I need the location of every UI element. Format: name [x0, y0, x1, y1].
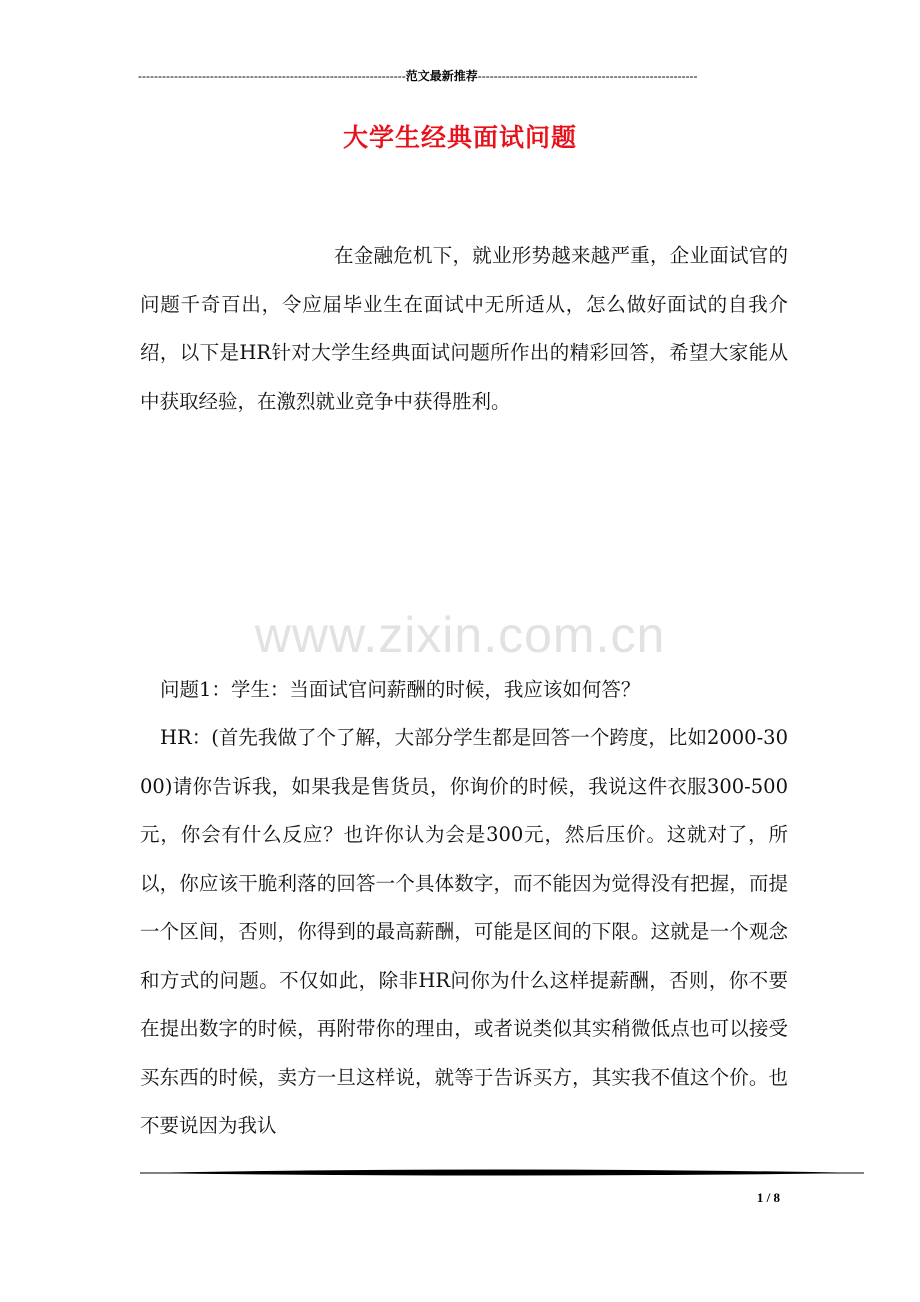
footer-rule: [140, 1166, 864, 1180]
intro-paragraph: 在金融危机下，就业形势越来越严重，企业面试官的问题千奇百出，令应届毕业生在面试中无所适从，怎么做好面试的自我介绍，以下是HR针对大学生经典面试问题所作出的精彩回答，希望大家能从中获取经验，在激烈就业竞争中获得胜利。: [140, 244, 788, 413]
page-number: 1 / 8: [756, 1190, 780, 1205]
question-1: 问题1：学生：当面试官问薪酬的时候，我应该如何答？: [160, 678, 641, 701]
page-header: [138, 66, 768, 86]
header-label: 范文最新推荐: [405, 69, 478, 83]
watermark: www.zixin.com.cn: [254, 607, 666, 663]
header-dashes-right: -------------------------------------------------------: [477, 69, 698, 83]
answer-1: HR：(首先我做了个了解，大部分学生都是回答一个跨度，比如2000-3000)请你告诉我，如果我是售货员，你询价的时候，我说这件衣服300-500元，你会有什么反应？也许你认为会是300元，然后压价。这就对了，所以，你应该干脆利落的回答一个具体数字，而不能因为觉得没有把握，而提一个区间，否则，你得到的最高薪酬，可能是区间的下限。这就是一个观念和方式的问题。不仅如此，除非HR问你为什么这样提薪酬，否则，你不要在提出数字的时候，再附带你的理由，或者说类似其实稍微低点也可以接受买东西的时候，卖方一旦这样说，就等于告诉买方，其实我不值这个价。也不要说因为我认: [140, 726, 788, 1137]
header-dashes-left: -------------------------------------------------------------------: [138, 69, 406, 83]
document-title: 大学生经典面试问题: [342, 123, 577, 152]
